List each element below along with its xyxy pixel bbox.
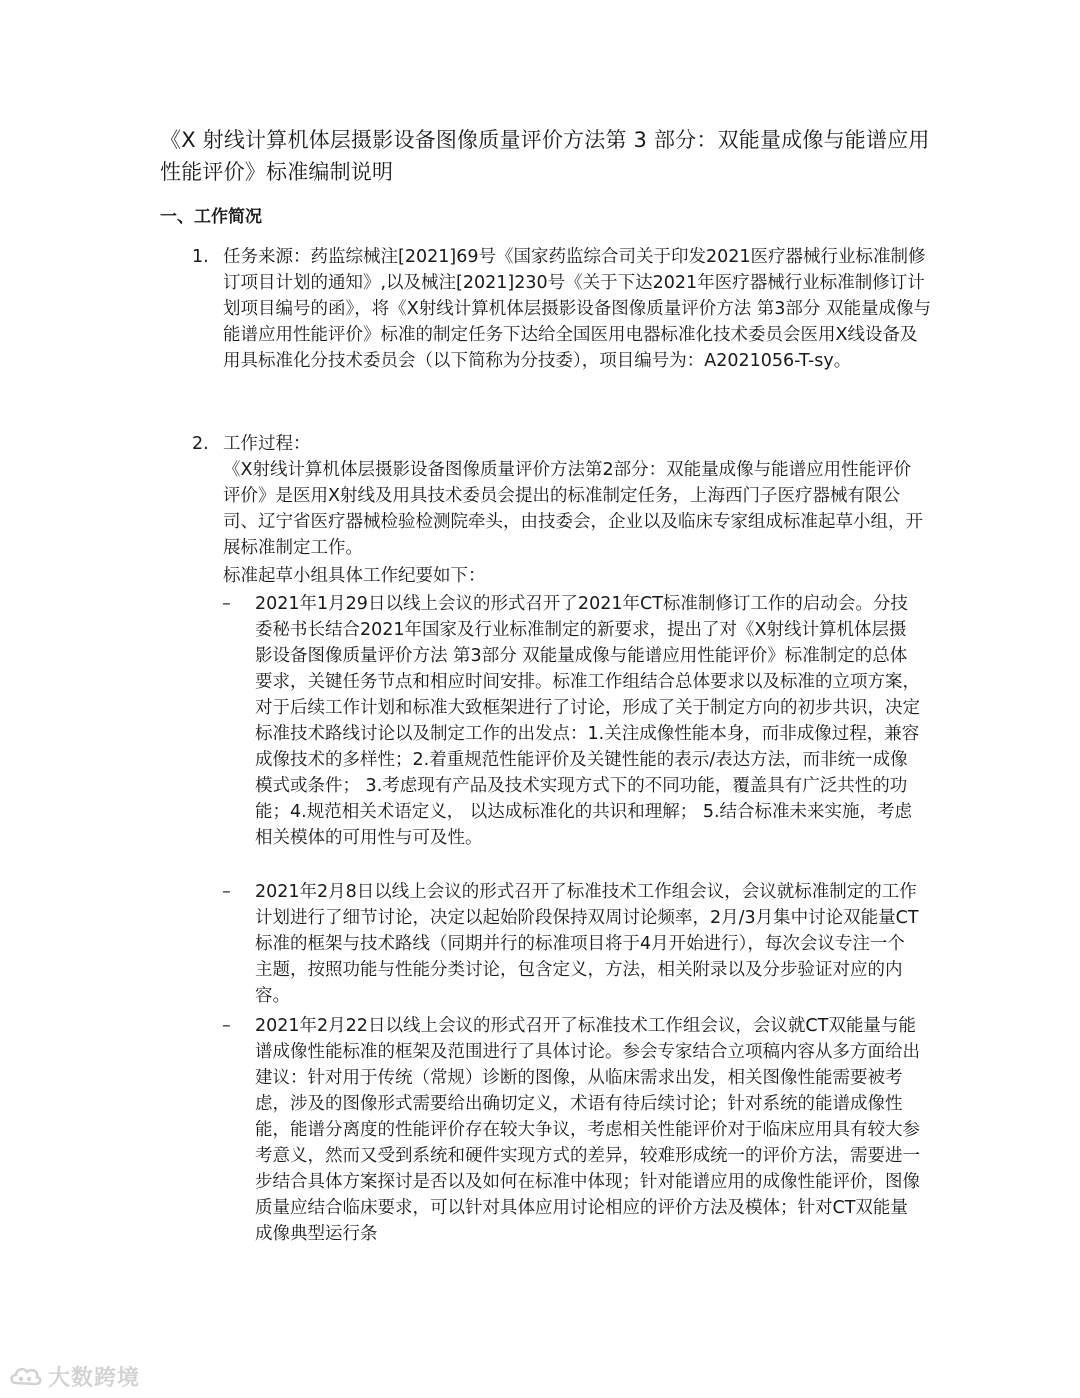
list-item-number: 1. xyxy=(192,247,209,267)
list-item-text: 任务来源：药监综械注[2021]69号《国家药监综合司关于印发2021医疗器械行业标准制修订项目计划的通知》,以及械注[2021]230号《关于下达2021年医疗器械行业标准制修订计划项目编号的函》，将《X射线计算机体层摄影设备图像质量评价方法 第3部分 双能量成像与能谱应用性能评价》标准的制定任务下达给全国医用电器标准化技术委员会医用X线设备及用具标准化分技术委员会（以下简称为分技委），项目编号为：A2021056-T-sy。 xyxy=(223,247,931,371)
bullet-marker: – xyxy=(222,882,231,902)
document-title: 《X 射线计算机体层摄影设备图像质量评价方法第 3 部分：双能量成像与能谱应用性能评价》标准编制说明 xyxy=(160,128,930,184)
work-process-paragraph: 《X射线计算机体层摄影设备图像质量评价方法第2部分：双能量成像与能谱应用性能评价评价》是医用X射线及用具技术委员会提出的标准制定任务，上海西门子医疗器械有限公司、辽宁省医疗器械检验检测院牵头，由技委会，企业以及临床专家组成标准起草小组，开展标准制定工作。 xyxy=(223,460,923,558)
work-process-intro: 标准起草小组具体工作纪要如下： xyxy=(223,566,486,586)
watermark xyxy=(8,1360,140,1392)
cloud-logo-icon xyxy=(8,1363,42,1389)
bullet-text: 2021年2月8日以线上会议的形式召开了标准技术工作组会议，会议就标准制定的工作计划进行了细节讨论，决定以起始阶段保持双周讨论频率，2月/3月集中讨论双能量CT标准的框架与技术路线（同期并行的标准项目将于4月开始进行），每次会议专注一个主题，按照功能与性能分类讨论，包含定义，方法，相关附录以及分步验证对应的内容。 xyxy=(255,882,919,1006)
bullet-text: 2021年1月29日以线上会议的形式召开了2021年CT标准制修订工作的启动会。分技委秘书长结合2021年国家及行业标准制定的新要求，提出了对《X射线计算机体层摄影设备图像质量评价方法 第3部分 双能量成像与能谱应用性能评价》标准制定的总体要求，关键任务节点和相应时间安排。标准工作组结合总体要求以及标准的立项方案，对于后续工作计划和标准大致框架进行了讨论，形成了关于制定方向的初步共识，决定标准技术路线讨论以及制定工作的出发点：1.关注成像性能本身，而非成像过程，兼容成像技术的多样性；2.着重规范性能评价及关键性能的表示/表达方法，而非统一成像模式或条件； 3.考虑现有产品及技术实现方式下的不同功能，覆盖具有广泛共性的功能；4.规范相关术语定义， 以达成标准化的共识和理解； 5.结合标准未来实施，考虑相关模体的可用性与可及性。 xyxy=(255,594,920,848)
bullet-marker: – xyxy=(222,1016,231,1036)
watermark-text: 大数跨境 xyxy=(48,1365,141,1391)
bullet-marker: – xyxy=(222,594,231,614)
list-item-text: 工作过程： xyxy=(223,434,311,454)
list-item-number: 2. xyxy=(192,434,209,454)
bullet-text: 2021年2月22日以线上会议的形式召开了标准技术工作组会议，会议就CT双能量与能谱成像性能标准的框架及范围进行了具体讨论。参会专家结合立项稿内容从多方面给出建议：针对用于传统（常规）诊断的图像，从临床需求出发，相关图像性能需要被考虑，涉及的图像形式需要给出确切定义，术语有待后续讨论；针对系统的能谱成像性能，能谱分离度的性能评价存在较大争议，考虑相关性能评价对于临床应用具有较大参考意义，然而又受到系统和硬件实现方式的差异，较难形成统一的评价方法，需要进一步结合具体方案探讨是否以及如何在标准中体现；针对能谱应用的成像性能评价，图像质量应结合临床要求，可以针对具体应用讨论相应的评价方法及模体；针对CT双能量成像典型运行条 xyxy=(255,1016,920,1244)
section-heading-work-overview: 一、工作简况 xyxy=(160,207,262,227)
